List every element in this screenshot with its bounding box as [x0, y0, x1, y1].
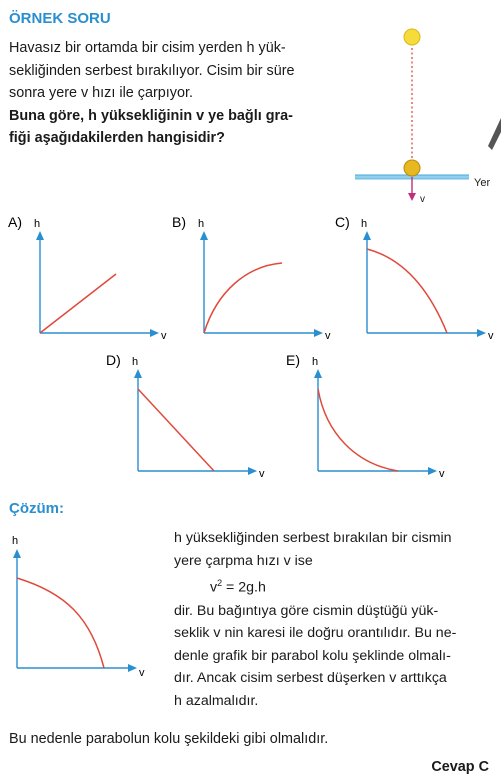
- y-axis-label: h: [198, 218, 205, 230]
- ball-bottom-icon: [404, 160, 420, 176]
- x-axis-arrow-icon: [150, 329, 159, 337]
- y-axis-arrow-icon: [363, 231, 371, 240]
- solution-graph: [6, 528, 166, 678]
- y-axis-label: h: [132, 356, 139, 368]
- y-axis-arrow-icon: [13, 549, 21, 558]
- x-axis-arrow-icon: [477, 329, 486, 337]
- option-a-graph: [6, 212, 171, 347]
- parabola-curve: [17, 578, 104, 668]
- x-axis-arrow-icon: [428, 467, 437, 475]
- x-axis-label: v: [259, 468, 265, 480]
- question-line: sonra yere v hızı ile çarpıyor.: [9, 85, 193, 101]
- option-letter: D): [106, 352, 121, 368]
- solution-line: seklik v nin karesi ile doğru orantılıdır. Bu ne-: [174, 625, 457, 642]
- y-axis-arrow-icon: [314, 369, 322, 378]
- solution-line: dir. Bu bağıntıya göre cismin düştüğü yük-: [174, 602, 439, 619]
- x-axis-label: v: [488, 330, 494, 342]
- option-letter: E): [286, 352, 300, 368]
- option-c-graph: [333, 212, 498, 347]
- ball-top-icon: [404, 29, 420, 45]
- x-axis-label: v: [439, 468, 445, 480]
- solution-line: dır. Ancak cisim serbest düşerken v arttıkça: [174, 670, 447, 687]
- free-fall-figure: [350, 25, 500, 210]
- velocity-arrow-icon: [408, 193, 416, 201]
- option-curve: [138, 389, 214, 471]
- x-axis-label: v: [139, 667, 145, 678]
- option-e-graph: [284, 350, 449, 485]
- y-axis-arrow-icon: [134, 369, 142, 378]
- option-d-graph: [104, 350, 269, 485]
- y-axis-arrow-icon: [200, 231, 208, 240]
- section-title: ÖRNEK SORU: [9, 10, 111, 27]
- option-b-graph: [170, 212, 335, 347]
- svg-text:Yer: Yer: [474, 177, 491, 189]
- y-axis-arrow-icon: [36, 231, 44, 240]
- solution-line: denle grafik bir parabol kolu şeklinde olmalı-: [174, 647, 451, 664]
- edge-decoration: [488, 118, 501, 154]
- y-axis-label: h: [12, 535, 19, 547]
- x-axis-arrow-icon: [314, 329, 323, 337]
- x-axis-arrow-icon: [128, 664, 137, 672]
- x-axis-label: v: [161, 330, 167, 342]
- solution-line: h yüksekliğinden serbest bırakılan bir cismin: [174, 530, 452, 546]
- equation: $v^2 = 2g.h$: [210, 578, 266, 596]
- svg-text:v: v: [420, 194, 425, 205]
- solution-line: yere çarpma hızı v ise: [174, 552, 313, 569]
- question-line: sekliğinden serbest bırakılıyor. Cisim bir süre: [9, 62, 295, 79]
- question-prompt-line: Buna göre, h yüksekliğinin v ye bağlı gra-: [9, 107, 293, 124]
- x-axis-label: v: [325, 330, 331, 342]
- option-letter: A): [8, 214, 22, 230]
- option-letter: B): [172, 214, 186, 230]
- x-axis-arrow-icon: [248, 467, 257, 475]
- solution-heading: Çözüm:: [9, 500, 64, 517]
- y-axis-label: h: [361, 218, 368, 230]
- question-line: Havasız bir ortamda bir cisim yerden h yük-: [9, 40, 286, 56]
- solution-line: h azalmalıdır.: [174, 692, 259, 709]
- question-text: [9, 37, 339, 150]
- solution-text: [174, 527, 494, 712]
- option-curve: [40, 274, 116, 333]
- y-axis-label: h: [34, 218, 41, 230]
- y-axis-label: h: [312, 356, 319, 368]
- option-curve: [318, 389, 398, 471]
- conclusion-text: Bu nedenle parabolun kolu şekildeki gibi olmalıdır.: [9, 731, 329, 747]
- option-letter: C): [335, 214, 350, 230]
- option-curve: [204, 263, 282, 333]
- question-prompt-line: fiği aşağıdakilerden hangisidir?: [9, 130, 225, 146]
- option-curve: [367, 249, 447, 333]
- answer-label: Cevap C: [431, 759, 489, 775]
